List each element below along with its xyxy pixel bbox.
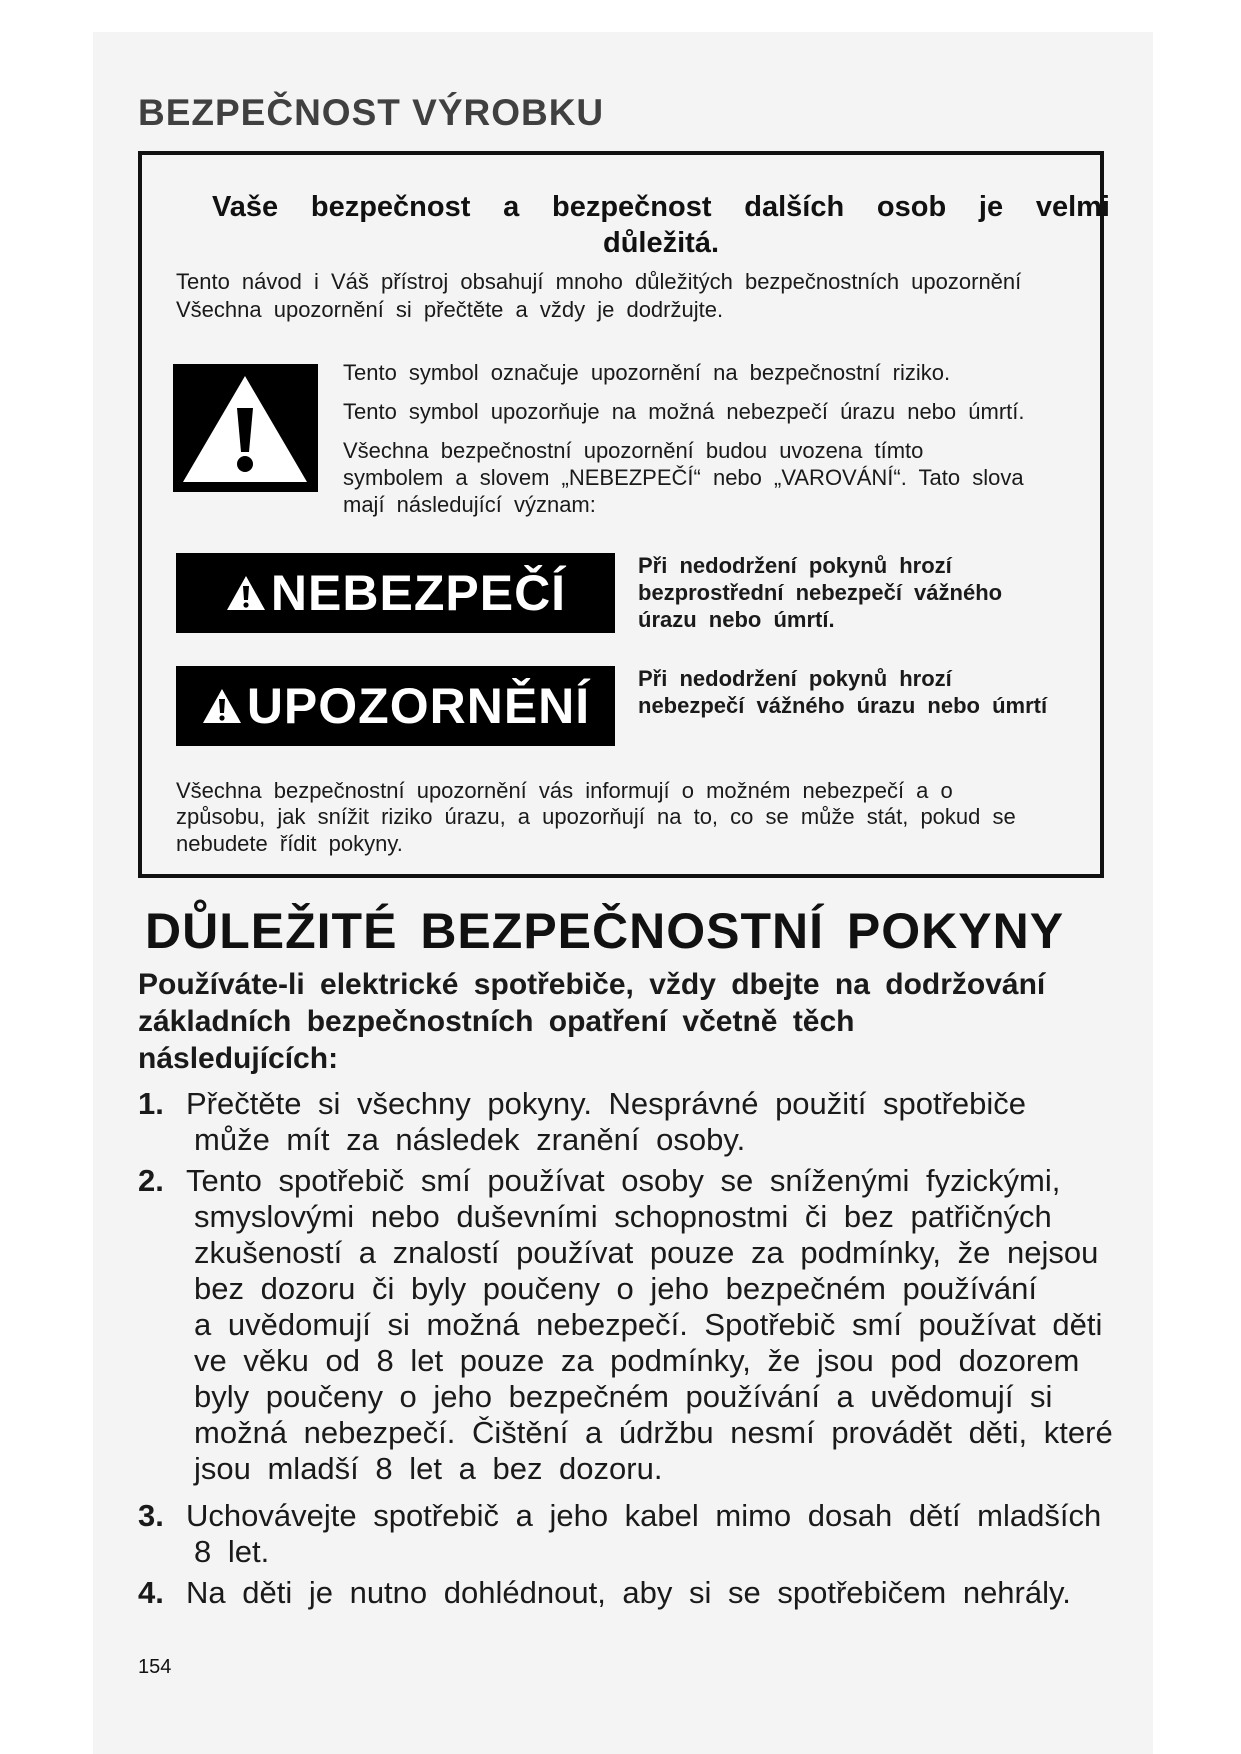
box-intro-line1: Tento návod i Váš přístroj obsahují mnoho důležitých bezpečnostních upozornění bbox=[176, 269, 1022, 294]
box-heading-line2: důležitá. bbox=[602, 227, 719, 259]
list-item-line: může mít za následek zranění osoby. bbox=[194, 1122, 746, 1157]
danger-note-line2: bezprostřední nebezpečí vážného bbox=[638, 580, 1003, 605]
danger-note-line1: Při nedodržení pokynů hrozí bbox=[638, 553, 952, 578]
box-footer-line2: způsobu, jak snížit riziko úrazu, a upozorňují na to, co se může stát, pokud se bbox=[176, 804, 1016, 829]
main-title: DŮLEŽITÉ BEZPEČNOSTNÍ POKYNY bbox=[145, 903, 1065, 959]
symbol-line4: symbolem a slovem „NEBEZPEČÍ“ nebo „VAROVÁNÍ“. Tato slova bbox=[343, 465, 1024, 490]
section-title: BEZPEČNOST VÝROBKU bbox=[138, 92, 605, 133]
page-number: 154 bbox=[138, 1656, 172, 1678]
list-item-line: jsou mladší 8 let a bez dozoru. bbox=[194, 1451, 663, 1486]
warning-note-line2: nebezpečí vážného úrazu nebo úmrtí bbox=[638, 693, 1048, 718]
list-item-number: 2. bbox=[138, 1163, 164, 1198]
list-item-line: Uchovávejte spotřebič a jeho kabel mimo dosah dětí mladších bbox=[186, 1498, 1102, 1533]
danger-badge bbox=[176, 553, 615, 633]
box-footer-line1: Všechna bezpečnostní upozornění vás informují o možném nebezpečí a o bbox=[176, 778, 953, 803]
list-item-1 bbox=[138, 1086, 1148, 1158]
list-item-line: Tento spotřebič smí používat osoby se sníženými fyzickými, bbox=[186, 1163, 1061, 1198]
intro-line3: následujících: bbox=[138, 1042, 339, 1075]
danger-triangle-icon bbox=[225, 574, 267, 612]
list-item-line: Na děti je nutno dohlédnout, aby si se spotřebičem nehrály. bbox=[186, 1575, 1071, 1610]
box-footer-line3: nebudete řídit pokyny. bbox=[176, 831, 403, 856]
warning-badge bbox=[176, 666, 615, 746]
list-item-line: ve věku od 8 let pouze za podmínky, že jsou pod dozorem bbox=[194, 1343, 1080, 1378]
list-item-line: a uvědomují si možná nebezpečí. Spotřebič smí používat děti bbox=[194, 1307, 1103, 1342]
list-item-line: smyslovými nebo duševními schopnostmi či bez patřičných bbox=[194, 1199, 1052, 1234]
list-item-2 bbox=[138, 1163, 1148, 1487]
list-item-number: 3. bbox=[138, 1498, 164, 1533]
symbol-line1: Tento symbol označuje upozornění na bezpečnostní riziko. bbox=[343, 360, 951, 385]
list-item-number: 1. bbox=[138, 1086, 164, 1121]
danger-note-line3: úrazu nebo úmrtí. bbox=[638, 607, 835, 632]
symbol-line3: Všechna bezpečnostní upozornění budou uvozena tímto bbox=[343, 438, 924, 463]
warning-triangle-icon bbox=[173, 364, 318, 492]
list-item-line: bez dozoru či byly poučeny o jeho bezpečném používání bbox=[194, 1271, 1037, 1306]
intro-line1: Používáte-li elektrické spotřebiče, vždy dbejte na dodržování bbox=[138, 968, 1046, 1001]
list-item-line: 8 let. bbox=[194, 1534, 270, 1569]
danger-label: NEBEZPEČÍ bbox=[270, 565, 567, 621]
warning-small-triangle-icon bbox=[201, 687, 243, 725]
list-item-line: byly poučeny o jeho bezpečném používání a uvědomují si bbox=[194, 1379, 1053, 1414]
list-item-line: možná nebezpečí. Čištění a údržbu nesmí provádět děti, které bbox=[194, 1415, 1113, 1450]
intro-line2: základních bezpečnostních opatření včetně těch bbox=[138, 1005, 855, 1038]
box-heading-line1: Vaše bezpečnost a bezpečnost dalších osob je velmi bbox=[212, 191, 1110, 223]
box-intro-line2: Všechna upozornění si přečtěte a vždy je dodržujte. bbox=[176, 297, 724, 322]
list-item-line: Přečtěte si všechny pokyny. Nesprávné použití spotřebiče bbox=[186, 1086, 1027, 1121]
list-item-number: 4. bbox=[138, 1575, 164, 1610]
symbol-line2: Tento symbol upozorňuje na možná nebezpečí úrazu nebo úmrtí. bbox=[343, 399, 1025, 424]
intro-paragraph bbox=[138, 966, 1138, 1077]
warning-label: UPOZORNĚNÍ bbox=[246, 678, 591, 734]
warning-note-line1: Při nedodržení pokynů hrozí bbox=[638, 666, 952, 691]
list-item-line: zkušeností a znalostí používat pouze za podmínky, že nejsou bbox=[194, 1235, 1099, 1270]
list-item-3 bbox=[138, 1498, 1148, 1570]
symbol-line5: mají následující význam: bbox=[343, 492, 596, 517]
list-item-4 bbox=[138, 1575, 1148, 1611]
